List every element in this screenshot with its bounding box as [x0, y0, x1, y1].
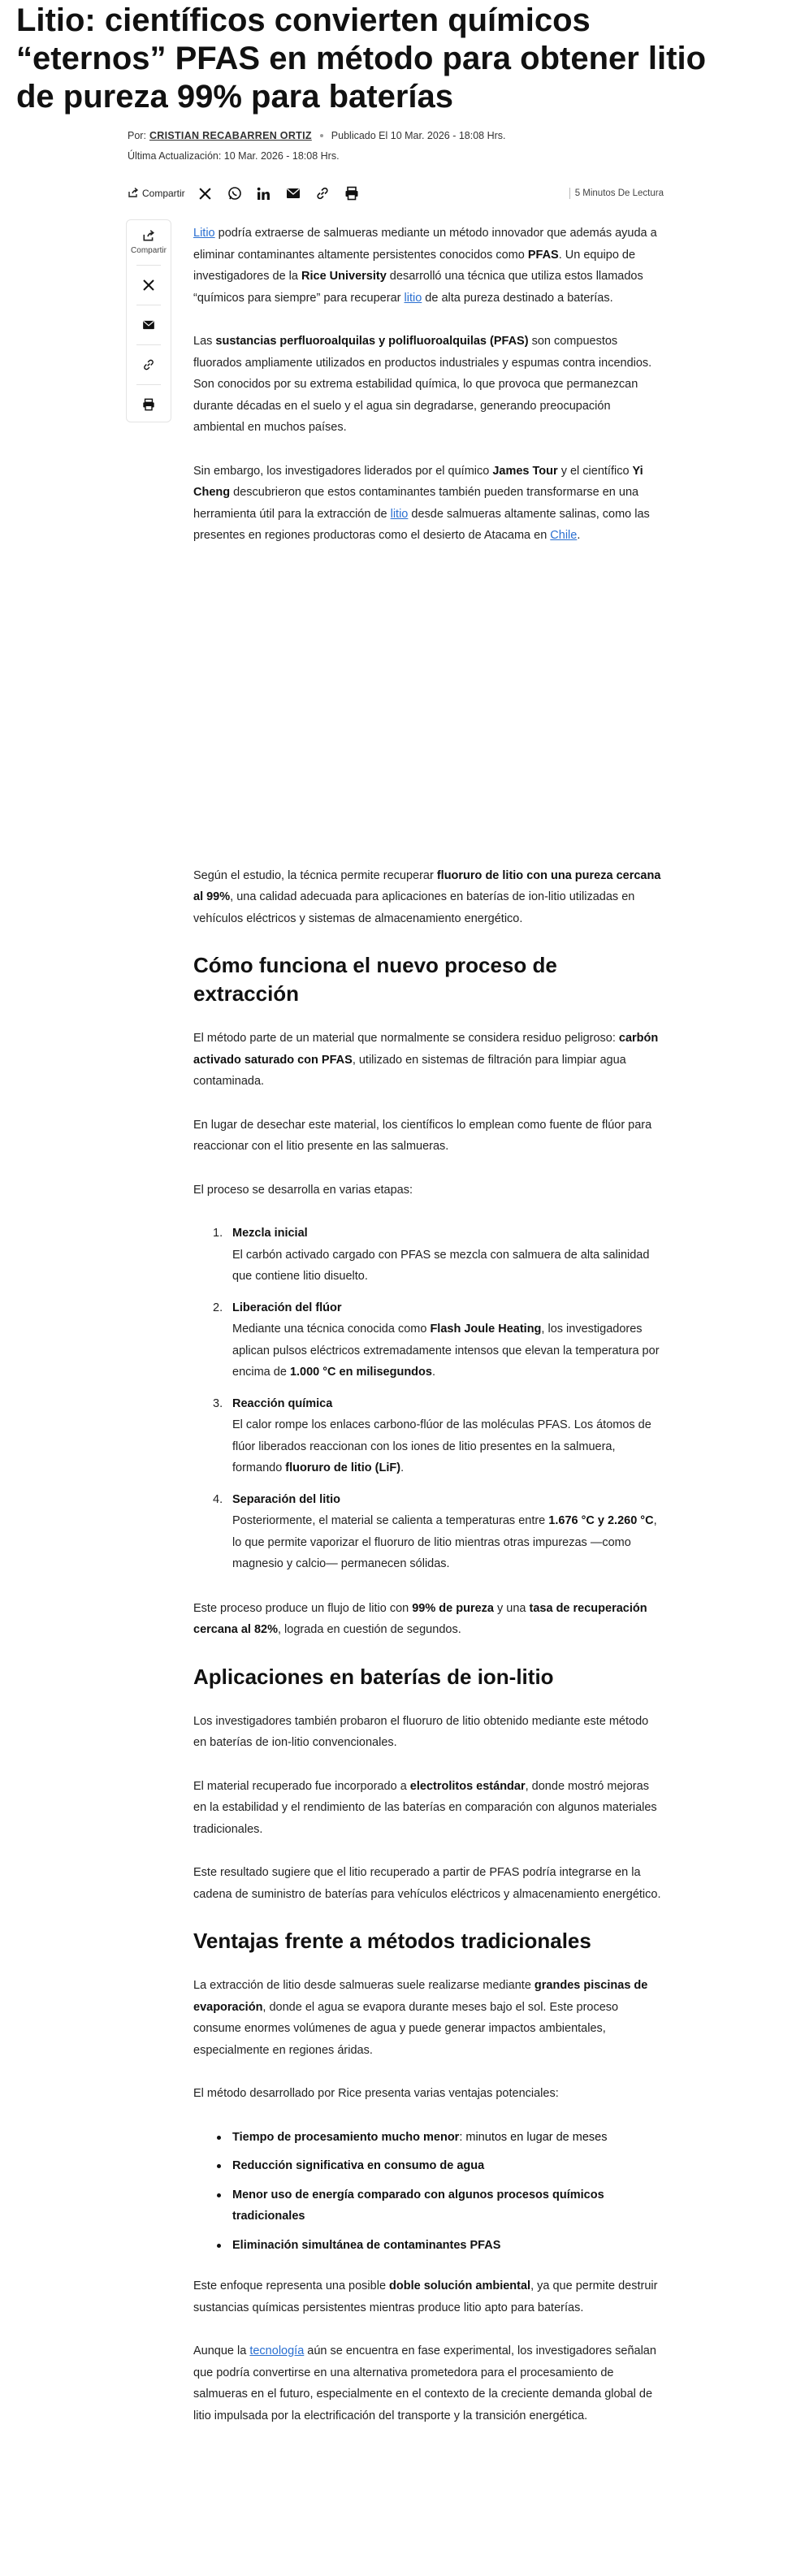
paragraph: Este enfoque representa una posible doble solución ambiental, ya que permite destruir sustancias químicas persistentes mientras produce litio apto para baterías. [193, 2279, 658, 2314]
article-body [193, 223, 664, 2448]
inline-link[interactable]: Chile [550, 529, 578, 542]
paragraph: Aunque la tecnología aún se encuentra en fase experimental, los investigadores señalan que podría convertirse en una alternativa prometedora para el procesamiento de salmueras en el futuro, especialmente en el contexto de la creciente demanda global de litio impulsada por la electrificación del transporte y la transición energética. [193, 2344, 656, 2422]
paragraph: El proceso se desarrolla en varias etapas: [193, 1183, 413, 1197]
paragraph: El material recuperado fue incorporado a electrolitos estándar, donde mostró mejoras en la estabilidad y el rendimiento de las baterías en comparación con algunos materiales tradicionales. [193, 1779, 657, 1836]
list-item: Menor uso de energía comparado con algunos procesos químicos tradicionales [213, 2184, 664, 2227]
section-heading: Cómo funciona el nuevo proceso de extracción [193, 953, 557, 1006]
divider [136, 265, 161, 266]
inline-link[interactable]: litio [390, 507, 409, 521]
paragraph: Litio podría extraerse de salmueras mediante un método innovador que además ayuda a eliminar contaminantes altamente persistentes conocidos como PFAS. Un equipo de investigadores de la Rice University desarrolló una técnica que utiliza estos llamados “químicos para siempre” para recuperar litio de alta pureza destinado a baterías. [193, 227, 657, 305]
section-heading: Ventajas frente a métodos tradicionales [193, 1929, 591, 1953]
inline-link[interactable]: Litio [193, 227, 215, 240]
list-item: Tiempo de procesamiento mucho menor: minutos en lugar de meses [213, 2127, 664, 2149]
print-icon[interactable] [343, 184, 361, 202]
share-icons [197, 184, 361, 202]
byline [128, 130, 506, 141]
section-heading: Aplicaciones en baterías de ion-litio [193, 1664, 554, 1689]
read-time-divider [569, 188, 570, 199]
paragraph: El método desarrollado por Rice presenta varias ventajas potenciales: [193, 2087, 559, 2100]
share-bar [128, 182, 664, 205]
list-item: Reducción significativa en consumo de agua [213, 2155, 664, 2177]
article-meta [128, 130, 506, 162]
divider [136, 384, 161, 385]
process-steps [213, 1223, 664, 1575]
x-icon[interactable] [137, 269, 160, 301]
paragraph: El método parte de un material que normalmente se considera residuo peligroso: carbón activado saturado con PFAS, utilizado en sistemas de filtración para limpiar agua contaminada. [193, 1032, 659, 1088]
share-button[interactable] [128, 187, 185, 201]
read-time [569, 188, 664, 199]
author-link[interactable]: CRISTIAN RECABARREN ORTIZ [149, 130, 312, 141]
updated-date: Última Actualización: 10 Mar. 2026 - 18:08 Hrs. [128, 150, 340, 162]
sticky-share-panel [126, 219, 171, 422]
list-item: 3. Reacción química El calor rompe los enlaces carbono-flúor de las moléculas PFAS. Los átomos de flúor liberados reaccionan con los iones de litio presentes en la salmuera, formando fluoruro de litio (LiF). [213, 1396, 651, 1474]
share-icon[interactable] [137, 227, 160, 245]
inline-link[interactable]: tecnología [249, 2344, 305, 2357]
linkedin-icon[interactable] [255, 184, 273, 202]
whatsapp-icon[interactable] [226, 184, 244, 202]
share-icon [128, 187, 139, 201]
share-label: Compartir [142, 188, 185, 199]
list-item: 2. Liberación del flúor Mediante una técnica conocida como Flash Joule Heating, los investigadores aplican pulsos eléctricos extremadamente intensos que elevan la temperatura por encima de 1.000 °C en milisegundos. [213, 1301, 660, 1379]
list-item: 1. Mezcla inicial El carbón activado cargado con PFAS se mezcla con salmuera de alta salinidad que contiene litio disuelto. [213, 1227, 650, 1283]
inline-link[interactable]: litio [404, 291, 422, 305]
divider [136, 344, 161, 345]
paragraph: Los investigadores también probaron el fluoruro de litio obtenido mediante este método en baterías de ion-litio convencionales. [193, 1714, 649, 1749]
mail-icon[interactable] [284, 184, 302, 202]
ad-placeholder [193, 569, 664, 865]
separator-dot [320, 134, 323, 137]
paragraph: Este proceso produce un flujo de litio con 99% de pureza y una tasa de recuperación cercana al 82%, lograda en cuestión de segundos. [193, 1601, 647, 1636]
article-headline: Litio: científicos convierten químicos “eternos” PFAS en método para obtener litio de pureza 99% para baterías [16, 2, 707, 115]
paragraph: Según el estudio, la técnica permite recuperar fluoruro de litio con una pureza cercana al 99%, una calidad adecuada para aplicaciones en baterías de ion-litio utilizadas en vehículos eléctricos y sistemas de almacenamiento energético. [193, 868, 661, 925]
read-time-label: 5 Minutos De Lectura [574, 188, 664, 198]
list-item: 4. Separación del litio Posteriormente, el material se calienta a temperaturas entre 1.676 °C y 2.260 °C, lo que permite vaporizar el fluoruro de litio mientras otras impurezas —como magnesio y calcio— permanecen sólidas. [213, 1492, 657, 1570]
paragraph: Las sustancias perfluoroalquilas y polifluoroalquilas (PFAS) son compuestos fluorados ampliamente utilizados en productos industriales y espumas contra incendios. Son conocidos por su extrema estabilidad química, lo que provoca que permanezcan durante décadas en el suelo y el agua sin degradarse, generando preocupación ambiental en muchos países. [193, 335, 652, 434]
published-date: Publicado El 10 Mar. 2026 - 18:08 Hrs. [331, 130, 506, 141]
paragraph: Sin embargo, los investigadores liderados por el químico James Tour y el científico Yi Cheng descubrieron que estos contaminantes también pueden transformarse en una herramienta útil para la extracción de litio desde salmueras altamente salinas, como las presentes en regiones productoras como el desierto de Atacama en Chile. [193, 464, 650, 542]
sticky-share-label: Compartir [131, 246, 167, 255]
print-icon[interactable] [137, 388, 160, 421]
paragraph: Este resultado sugiere que el litio recuperado a partir de PFAS podría integrarse en la cadena de suministro de baterías para vehículos eléctricos y almacenamiento energético. [193, 1866, 661, 1901]
x-icon[interactable] [197, 184, 214, 202]
list-item: Eliminación simultánea de contaminantes PFAS [213, 2235, 664, 2257]
advantages-list [213, 2127, 664, 2257]
paragraph: La extracción de litio desde salmueras suele realizarse mediante grandes piscinas de evaporación, donde el agua se evapora durante meses bajo el sol. Este proceso consume enormes volúmenes de agua y puede generar impactos ambientales, especialmente en regiones áridas. [193, 1979, 648, 2057]
mail-icon[interactable] [137, 309, 160, 341]
link-icon[interactable] [314, 184, 331, 202]
paragraph: En lugar de desechar este material, los científicos lo emplean como fuente de flúor para reaccionar con el litio presente en las salmueras. [193, 1118, 652, 1153]
link-icon[interactable] [137, 349, 160, 381]
by-label: Por: [128, 130, 146, 141]
